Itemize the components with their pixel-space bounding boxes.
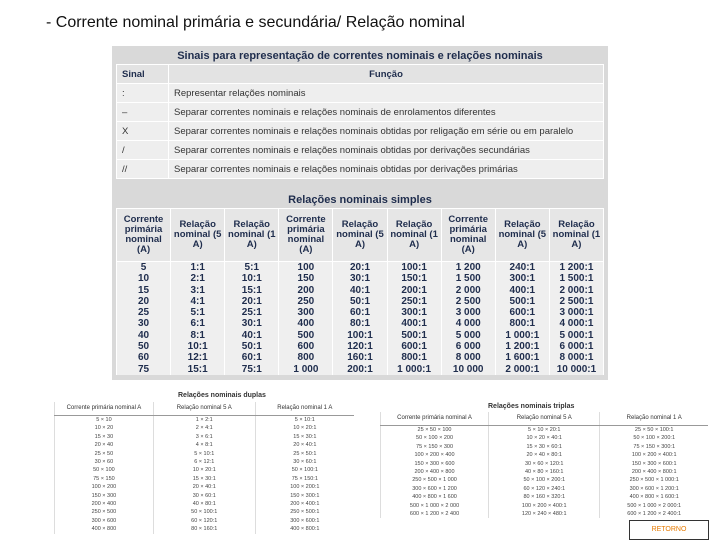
column-header: Relação nominal 1 A xyxy=(600,412,708,426)
table-cell: 75 xyxy=(117,364,171,375)
table-cell: 500 xyxy=(279,330,333,341)
table-cell: 25 × 50 xyxy=(55,450,154,458)
table-cell: 250:1 xyxy=(387,296,441,307)
table-row xyxy=(55,525,355,533)
table-cell: 20 × 40:1 xyxy=(153,483,255,491)
sign-cell: : xyxy=(117,84,169,103)
table-cell: 10 000 xyxy=(441,364,495,375)
table-cell: 400 xyxy=(279,318,333,329)
table-cell: 50 × 100 xyxy=(55,466,154,474)
table-row xyxy=(117,352,604,363)
simple-ratios-table xyxy=(116,208,604,375)
table-cell: 150 × 300:1 xyxy=(255,492,354,500)
table-cell: 15 × 30:1 xyxy=(255,433,354,441)
table-cell: 3 000:1 xyxy=(549,307,603,318)
table-row xyxy=(55,508,355,516)
table-cell: 300:1 xyxy=(387,307,441,318)
column-header: Relação nominal (1 A) xyxy=(225,209,279,262)
table-cell: 15:1 xyxy=(171,364,225,375)
table-cell: 1 500:1 xyxy=(549,273,603,284)
table-cell: 2 500 xyxy=(441,296,495,307)
table-cell: 500:1 xyxy=(387,330,441,341)
function-cell: Representar relações nominais xyxy=(169,84,604,103)
table-cell: 400:1 xyxy=(387,318,441,329)
table-cell: 10 × 20:1 xyxy=(153,466,255,474)
double-ratios-table xyxy=(54,402,354,534)
table-cell: 100 × 200 xyxy=(55,483,154,491)
table-cell: 120:1 xyxy=(333,341,387,352)
table-cell: 400:1 xyxy=(495,285,549,296)
table-row xyxy=(381,460,709,468)
table-cell: 5 000:1 xyxy=(549,330,603,341)
table-cell: 300:1 xyxy=(495,273,549,284)
table-cell: 30 × 60:1 xyxy=(255,458,354,466)
table-cell: 200 × 400 xyxy=(55,500,154,508)
table-cell: 150:1 xyxy=(387,273,441,284)
table-cell: 6 000:1 xyxy=(549,341,603,352)
function-cell: Separar correntes nominais e relações nominais obtidas por derivações primárias xyxy=(169,160,604,179)
table-cell: 50 × 100 × 200:1 xyxy=(489,476,600,484)
table-row xyxy=(55,466,355,474)
table-cell: 100 × 200 × 400:1 xyxy=(600,451,708,459)
table-cell: 50 × 100 × 200:1 xyxy=(600,434,708,442)
table-cell: 75 × 150 × 300:1 xyxy=(600,443,708,451)
table-cell: 10 × 20:1 xyxy=(255,424,354,432)
table-cell: 50 × 100 × 200 xyxy=(381,434,489,442)
column-header: Relação nominal 1 A xyxy=(255,402,354,416)
table-cell: 25 × 50:1 xyxy=(255,450,354,458)
table-row xyxy=(55,441,355,449)
table-row xyxy=(117,141,604,160)
table-cell: 2 000 xyxy=(441,285,495,296)
table-row xyxy=(117,160,604,179)
table-cell: 50 × 100:1 xyxy=(153,508,255,516)
function-cell: Separar correntes nominais e relações nominais obtidas por derivações secundárias xyxy=(169,141,604,160)
table-row xyxy=(55,517,355,525)
sign-cell: X xyxy=(117,122,169,141)
table-cell: 30 xyxy=(117,318,171,329)
column-header: Relação nominal (5 A) xyxy=(333,209,387,262)
table-cell: 30:1 xyxy=(333,273,387,284)
table-cell: 200:1 xyxy=(387,285,441,296)
table-cell: 10 × 20 xyxy=(55,424,154,432)
table-cell: 40 xyxy=(117,330,171,341)
table-row xyxy=(117,307,604,318)
table-cell: 600 xyxy=(279,341,333,352)
slide-title: - Corrente nominal primária e secundária/ Relação nominal xyxy=(46,14,465,31)
table-cell: 3 × 6:1 xyxy=(153,433,255,441)
table-row xyxy=(117,318,604,329)
table-cell: 600 × 1 200 × 2 400 xyxy=(381,510,489,518)
table-cell: 200 × 400:1 xyxy=(255,500,354,508)
table-cell: 15 × 30 × 60:1 xyxy=(489,443,600,451)
table-cell: 5 × 10:1 xyxy=(255,416,354,425)
table-cell: 240:1 xyxy=(495,262,549,274)
retorno-button[interactable]: RETORNO xyxy=(629,520,709,540)
table-cell: 20 xyxy=(117,296,171,307)
table-cell: 250 × 500 xyxy=(55,508,154,516)
table-cell: 600:1 xyxy=(495,307,549,318)
table-cell: 75 × 150 xyxy=(55,475,154,483)
table-cell: 160:1 xyxy=(333,352,387,363)
table-cell: 15 xyxy=(117,285,171,296)
table-cell: 1 000:1 xyxy=(495,330,549,341)
table-cell: 8 000 xyxy=(441,352,495,363)
table-row xyxy=(381,485,709,493)
table-cell: 10 000:1 xyxy=(549,364,603,375)
table-row xyxy=(381,426,709,435)
table-cell: 4:1 xyxy=(171,296,225,307)
table-cell: 75 × 150 × 300 xyxy=(381,443,489,451)
sign-cell: // xyxy=(117,160,169,179)
table-cell: 1:1 xyxy=(171,262,225,274)
table-cell: 200:1 xyxy=(333,364,387,375)
table-row xyxy=(55,424,355,432)
table-cell: 40 × 80 × 160:1 xyxy=(489,468,600,476)
table-cell: 60 × 120:1 xyxy=(153,517,255,525)
table-row xyxy=(381,451,709,459)
table-cell: 2 000:1 xyxy=(549,285,603,296)
table-row xyxy=(381,434,709,442)
table-cell: 25:1 xyxy=(225,307,279,318)
column-header: Relação nominal (1 A) xyxy=(549,209,603,262)
table-row xyxy=(117,262,604,274)
table-cell: 120 × 240 × 480:1 xyxy=(489,510,600,518)
table-cell: 50 xyxy=(117,341,171,352)
table-cell: 2 500:1 xyxy=(549,296,603,307)
table-cell: 100:1 xyxy=(387,262,441,274)
table-cell: 60 xyxy=(117,352,171,363)
table-cell: 150 × 300 × 600 xyxy=(381,460,489,468)
table-cell: 20:1 xyxy=(333,262,387,274)
table-cell: 250 × 500 × 1 000 xyxy=(381,476,489,484)
table-cell: 3 000 xyxy=(441,307,495,318)
table-cell: 200 × 400 × 800 xyxy=(381,468,489,476)
table-cell: 250 × 500 × 1 000:1 xyxy=(600,476,708,484)
table-cell: 80 × 160 × 320:1 xyxy=(489,493,600,501)
table-cell: 5 × 10 × 20:1 xyxy=(489,426,600,435)
table-cell: 20 × 40 × 80:1 xyxy=(489,451,600,459)
table-cell: 1 000:1 xyxy=(387,364,441,375)
table-row xyxy=(381,468,709,476)
table-cell: 400 × 800 × 1 600:1 xyxy=(600,493,708,501)
table-cell: 500 × 1 000 × 2 000 xyxy=(381,502,489,510)
table-row xyxy=(117,341,604,352)
signs-table-title: Sinais para representação de correntes nominais e relações nominais xyxy=(177,50,543,62)
column-header: Corrente primária nominal A xyxy=(55,402,154,416)
table-row xyxy=(381,476,709,484)
table-cell: 8 000:1 xyxy=(549,352,603,363)
column-header: Corrente primária nominal (A) xyxy=(117,209,171,262)
table-cell: 4 000 xyxy=(441,318,495,329)
column-header: Corrente primária nominal (A) xyxy=(279,209,333,262)
table-cell: 15 × 30:1 xyxy=(153,475,255,483)
table-cell: 50 × 100:1 xyxy=(255,466,354,474)
table-row xyxy=(55,475,355,483)
table-cell: 250 × 500:1 xyxy=(255,508,354,516)
table-cell: 300 × 600 × 1 200 xyxy=(381,485,489,493)
table-cell: 25 xyxy=(117,307,171,318)
table-cell: 5 xyxy=(117,262,171,274)
table-cell: 40 × 80:1 xyxy=(153,500,255,508)
table-cell: 6:1 xyxy=(171,318,225,329)
column-header: Relação nominal 5 A xyxy=(489,412,600,426)
signs-header-sinal: Sinal xyxy=(117,65,169,84)
table-cell: 30 × 60 × 120:1 xyxy=(489,460,600,468)
table-cell: 20 × 40:1 xyxy=(255,441,354,449)
table-cell: 80:1 xyxy=(333,318,387,329)
table-cell: 5 × 10:1 xyxy=(153,450,255,458)
table-cell: 5 × 10 xyxy=(55,416,154,425)
table-row xyxy=(117,330,604,341)
table-cell: 1 200 xyxy=(441,262,495,274)
table-cell: 150 xyxy=(279,273,333,284)
table-cell: 400 × 800 × 1 600 xyxy=(381,493,489,501)
table-row xyxy=(55,492,355,500)
table-cell: 100 × 200 × 400:1 xyxy=(489,502,600,510)
table-cell: 8:1 xyxy=(171,330,225,341)
table-row xyxy=(117,84,604,103)
table-cell: 2 000:1 xyxy=(495,364,549,375)
table-cell: 30 × 60:1 xyxy=(153,492,255,500)
table-row xyxy=(117,273,604,284)
table-cell: 1 000 xyxy=(279,364,333,375)
table-row xyxy=(117,285,604,296)
table-cell: 10 × 20 × 40:1 xyxy=(489,434,600,442)
table-cell: 150 × 300 xyxy=(55,492,154,500)
table-cell: 75:1 xyxy=(225,364,279,375)
table-cell: 30 × 60 xyxy=(55,458,154,466)
table-cell: 100 xyxy=(279,262,333,274)
table-cell: 6 × 12:1 xyxy=(153,458,255,466)
table-row xyxy=(117,364,604,375)
table-cell: 10 xyxy=(117,273,171,284)
table-cell: 800 xyxy=(279,352,333,363)
table-cell: 10:1 xyxy=(225,273,279,284)
table-row xyxy=(55,458,355,466)
table-cell: 200 × 400 × 800:1 xyxy=(600,468,708,476)
table-cell: 1 600:1 xyxy=(495,352,549,363)
table-cell: 800:1 xyxy=(387,352,441,363)
table-row xyxy=(55,433,355,441)
column-header: Corrente primária nominal A xyxy=(381,412,489,426)
triple-ratios-table xyxy=(380,412,708,518)
table-cell: 150 × 300 × 600:1 xyxy=(600,460,708,468)
table-row xyxy=(117,296,604,307)
table-row xyxy=(55,500,355,508)
triple-table-title: Relações nominais triplas xyxy=(488,403,575,410)
table-cell: 400 × 800:1 xyxy=(255,525,354,533)
table-cell: 2 × 4:1 xyxy=(153,424,255,432)
table-row xyxy=(381,502,709,510)
table-cell: 20 × 40 xyxy=(55,441,154,449)
table-cell: 500:1 xyxy=(495,296,549,307)
table-cell: 1 200:1 xyxy=(495,341,549,352)
table-cell: 600:1 xyxy=(387,341,441,352)
table-cell: 60:1 xyxy=(225,352,279,363)
table-cell: 300 × 600 xyxy=(55,517,154,525)
column-header: Relação nominal (1 A) xyxy=(387,209,441,262)
table-cell: 3:1 xyxy=(171,285,225,296)
sign-cell: – xyxy=(117,103,169,122)
table-cell: 80 × 160:1 xyxy=(153,525,255,533)
table-cell: 20:1 xyxy=(225,296,279,307)
table-row xyxy=(381,443,709,451)
table-cell: 250 xyxy=(279,296,333,307)
table-cell: 25 × 50 × 100 xyxy=(381,426,489,435)
sign-cell: / xyxy=(117,141,169,160)
table-cell: 25 × 50 × 100:1 xyxy=(600,426,708,435)
function-cell: Separar correntes nominais e relações nominais de enrolamentos diferentes xyxy=(169,103,604,122)
table-cell: 75 × 150:1 xyxy=(255,475,354,483)
table-cell: 15:1 xyxy=(225,285,279,296)
signs-table xyxy=(116,64,604,179)
table-cell: 10:1 xyxy=(171,341,225,352)
table-cell: 4 × 8:1 xyxy=(153,441,255,449)
table-cell: 60:1 xyxy=(333,307,387,318)
table-cell: 100 × 200:1 xyxy=(255,483,354,491)
table-cell: 600 × 1 200 × 2 400:1 xyxy=(600,510,708,518)
table-cell: 100:1 xyxy=(333,330,387,341)
table-cell: 400 × 800 xyxy=(55,525,154,533)
table-cell: 40:1 xyxy=(333,285,387,296)
table-cell: 5 000 xyxy=(441,330,495,341)
table-row xyxy=(381,493,709,501)
table-cell: 6 000 xyxy=(441,341,495,352)
table-cell: 50:1 xyxy=(225,341,279,352)
table-cell: 50:1 xyxy=(333,296,387,307)
column-header: Relação nominal (5 A) xyxy=(495,209,549,262)
table-cell: 300 xyxy=(279,307,333,318)
table-cell: 200 xyxy=(279,285,333,296)
table-cell: 2:1 xyxy=(171,273,225,284)
table-cell: 5:1 xyxy=(225,262,279,274)
column-header: Relação nominal 5 A xyxy=(153,402,255,416)
table-row xyxy=(55,450,355,458)
table-cell: 4 000:1 xyxy=(549,318,603,329)
table-cell: 12:1 xyxy=(171,352,225,363)
table-cell: 15 × 30 xyxy=(55,433,154,441)
table-row xyxy=(117,122,604,141)
table-cell: 60 × 120 × 240:1 xyxy=(489,485,600,493)
column-header: Relação nominal (5 A) xyxy=(171,209,225,262)
table-cell: 100 × 200 × 400 xyxy=(381,451,489,459)
table-cell: 40:1 xyxy=(225,330,279,341)
table-cell: 5:1 xyxy=(171,307,225,318)
table-cell: 300 × 600 × 1 200:1 xyxy=(600,485,708,493)
table-row xyxy=(55,483,355,491)
table-cell: 1 200:1 xyxy=(549,262,603,274)
function-cell: Separar correntes nominais e relações nominais obtidas por religação em série ou em paralelo xyxy=(169,122,604,141)
signs-header-funcao: Função xyxy=(169,65,604,84)
table-cell: 1 × 2:1 xyxy=(153,416,255,425)
simple-table-title: Relações nominais simples xyxy=(288,194,432,206)
table-cell: 800:1 xyxy=(495,318,549,329)
column-header: Corrente primária nominal (A) xyxy=(441,209,495,262)
table-row xyxy=(55,416,355,425)
double-table-title: Relações nominais duplas xyxy=(178,392,266,399)
table-cell: 1 500 xyxy=(441,273,495,284)
table-cell: 300 × 600:1 xyxy=(255,517,354,525)
table-row xyxy=(381,510,709,518)
table-row xyxy=(117,103,604,122)
table-cell: 30:1 xyxy=(225,318,279,329)
table-cell: 500 × 1 000 × 2 000:1 xyxy=(600,502,708,510)
